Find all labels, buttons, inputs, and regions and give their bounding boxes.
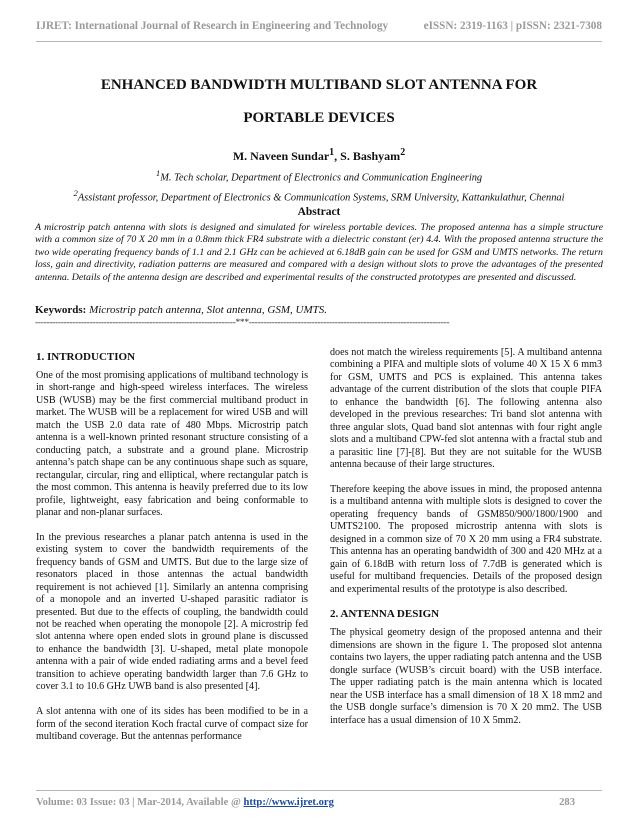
- section-2-heading: 2. ANTENNA DESIGN: [330, 608, 440, 621]
- paper-title: [36, 74, 602, 129]
- keywords-label: Keywords:: [35, 304, 87, 316]
- title-line-2: PORTABLE DEVICES: [243, 110, 395, 126]
- intro-paragraph: In the previous researches a planar patch antenna is used in the existing system to cover the bandwidth requirements of the frequency bands of GSM and UMTS. But due to the large size of resonators placed in those antennas the actual bandwidth requirement is not achieved [1]. Similarly an antenna comprising of a monopole and an inverted U-shaped parasitic radiator is presented. But due to the effects of coupling, the bandwidth could not be reached when operating the monopole [2]. A microstrip fed slot antenna where open ended slots in ground plane is discussed to enhance the bandwidth [3]. U-shaped, metal plate monopole antenna with a pair of wide ended radiating arms and a bevel feed transition to achieve operating bandwidth larger than 7.6 GHz to cover 3.1 to 10.6 GHz UWB band is also presented [4].: [36, 531, 308, 693]
- section-1-heading: 1. INTRODUCTION: [36, 351, 136, 363]
- abstract-heading: Abstract: [297, 206, 341, 218]
- affiliations: [36, 166, 602, 206]
- right-column: [330, 347, 602, 739]
- affiliation-2-text: Assistant professor, Department of Electronics & Communication Systems, SRM University, Kattankulathur, Chennai: [77, 192, 565, 204]
- intro-paragraph: One of the most promising applications of multiband technology is in short-range and high-speed wireless interfaces. The wireless USB (WUSB) may be the first commercial multiband product in market. The WUSB will be a replacement for wired USB and will match the USB 2.0 data rate of 480 Mbps. Microstrip patch antenna is a well-known printed resonant structure consisting of a conducting patch, a substrate and a ground plane. Microstrip antenna’s patch shape can be any continuous shape such as square, rectangular, circular, ring and elliptical, where rectangular patch is the most common. This antenna is heavily preferred due to its low profile, lightweight, easy fabrication and being conformable to planar and non-planar surfaces.: [36, 370, 308, 518]
- page-number: 283: [559, 797, 575, 808]
- affiliation-1-marker: 1: [155, 168, 161, 178]
- author-separator: ,: [334, 149, 341, 163]
- section-separator: ----------------------------------------------------------------------***----------------------------------------------------------------------: [35, 318, 450, 328]
- author-2-name: S. Bashyam: [340, 149, 401, 163]
- author-list: [36, 147, 602, 164]
- intro-paragraph: Therefore keeping the above issues in mind, the proposed antenna is a multiband antenna with multiple slots is designed to cover the operating frequency bands of GSM850/900/1800/1900 and UMTS2100. The proposed microstrip antenna with slots is designed in a common size of 70 X 20 mm using a FR4 substrate. This antenna has an operating bandwidth of 300 and 420 MHz at a gain of 6.18dB with return loss of 7.7dB is generated which is useful for multiband frequencies. Details of the proposed design and experimental results of the prototype is also described.: [330, 483, 602, 595]
- author-2-marker: 2: [400, 147, 406, 158]
- affiliation-1: [36, 166, 602, 186]
- title-line-1: ENHANCED BANDWIDTH MULTIBAND SLOT ANTENNA FOR: [100, 77, 538, 93]
- keywords-text: Microstrip patch antenna, Slot antenna, GSM, UMTS.: [86, 304, 327, 316]
- abstract-text: A microstrip patch antenna with slots is designed and simulated for wireless portable devices. The proposed antenna has a simple structure with a common size of 70 X 20 mm in a 0.8mm thick FR4 substrate with a dielectric constant (er) 4.4. With the proposed antenna structure the two wide operating frequency bands of 1.1 and 2.1 GHz can be achieved at 6.18dB gain can be used for GSM and UMTS networks. The return loss, gain and directivity, radiation patterns are measured and compared with a design without slots to prove the advantages of the presented antenna. Details of the antenna design are described and experimental results of the constructed prototypes are presented and discussed.: [35, 222, 603, 283]
- volume-text: Volume: 03 Issue: 03 | Mar-2014, Available @: [36, 797, 244, 808]
- design-paragraph: The physical geometry design of the proposed antenna and their dimensions are shown in the figure 1. The proposed slot antenna contains two layers, the upper radiating patch antenna and the USB dongle surface (WUSB’s circuit board) with the USB interface. The upper radiating patch is the main antenna which is located near the USB interface has a small dimension of 18 X 18 mm2 and the USB dongle surface’s dimension is 70 X 20 mm2. The USB interface has a usual dimension of 10 X 5mm2.: [330, 627, 602, 726]
- intro-paragraph: does not match the wireless requirements [5]. A multiband antenna combining a PIFA and multiple slots of volume 40 X 15 X 6 mm3 for GSM, UMTS and PCS is explained. This antenna takes advantage of the current distribution of the slots that couple PIFA to enhance the bandwidth [6]. The following antenna also developed in the previous researches: Tri band slot antenna with three angular slots, Quad band slot antennas with four right angle slots and a multiband CPW-fed slot antenna with a fractal stub and a parasitic line [7]-[8]. But they are not suitable for the WUSB antenna because of their large structures.: [330, 347, 602, 471]
- intro-paragraph: A slot antenna with one of its sides has been modified to be in a form of the second iteration Koch fractal curve of compact size for multiband coverage. But the antennas performance: [36, 706, 308, 743]
- author-1-marker: 1: [329, 147, 335, 158]
- page-header: [36, 12, 602, 42]
- journal-name: IJRET: International Journal of Research in Engineering and Technology: [36, 20, 389, 32]
- left-column: [36, 347, 308, 756]
- affiliation-1-text: M. Tech scholar, Department of Electronics and Communication Engineering: [160, 172, 483, 184]
- affiliation-2: [36, 186, 602, 206]
- affiliation-2-marker: 2: [73, 187, 78, 198]
- keywords: [35, 304, 603, 316]
- footer-divider: [36, 790, 602, 791]
- volume-info: [36, 797, 334, 808]
- author-1-name: M. Naveen Sundar: [232, 149, 330, 163]
- journal-link[interactable]: http://www.ijret.org: [243, 797, 334, 808]
- issn-info: eISSN: 2319-1163 | pISSN: 2321-7308: [423, 20, 602, 32]
